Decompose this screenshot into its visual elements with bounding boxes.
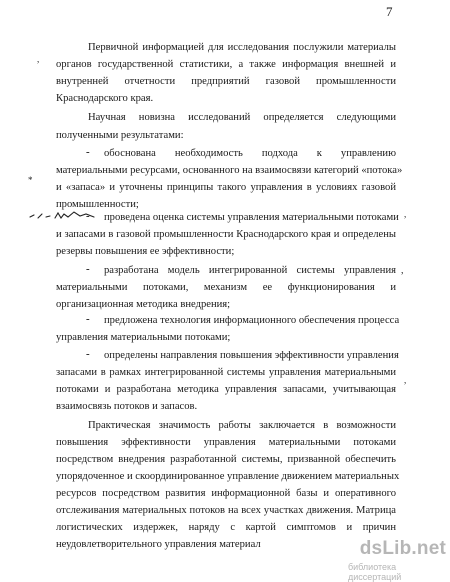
margin-mark: , <box>37 54 40 64</box>
list-item-line: управления материальными потоками; <box>56 332 231 343</box>
watermark-subtitle: библиотека диссертаций <box>348 562 402 582</box>
list-item-line: и запасами в газовой промышленности Краснодарского края и определены <box>56 229 396 240</box>
margin-mark: , <box>404 209 407 219</box>
list-item-line: запасами в рамках интегрированной системы управления материальными <box>56 367 396 378</box>
list-item-line: потоками и разработана методика управления запасами, учитывающая <box>56 384 396 395</box>
bullet-dash: - <box>86 263 90 275</box>
text-line: Первичной информацией для исследования послужили материалы <box>88 42 396 53</box>
bullet-dash: - <box>86 348 90 360</box>
text-line: логистических издержек, наряду с картой симптомов и причин <box>56 522 396 533</box>
text-line: посредством внедрения разработанной системы, призванной обеспечить <box>56 454 396 465</box>
list-item-line: взаимосвязь потоков и запасов. <box>56 401 198 412</box>
list-item-line: материальными ресурсами, основанного на взаимосвязи категорий «потока» <box>56 165 403 176</box>
bullet-dash: - <box>86 146 90 158</box>
list-item-line: проведена оценка системы управления материальными потоками <box>104 212 399 223</box>
text-line: неудовлетворительного управления материал <box>56 539 261 550</box>
text-line: полученными результатами: <box>56 130 184 141</box>
text-line: внутренней отчетности предприятий газовой промышленности <box>56 76 396 87</box>
list-item-line: обоснована необходимость подхода к управлению <box>104 148 396 159</box>
text-line: ресурсов посредством развития информационной базы и оперативного <box>56 488 396 499</box>
bullet-dash: - <box>86 210 90 222</box>
text-line: повышения эффективности управления материальными потоками <box>56 437 396 448</box>
margin-mark: , <box>404 375 407 385</box>
text-line: Научная новизна исследований определяется следующими <box>88 112 396 123</box>
list-item-line: предложена технология информационного обеспечения процесса <box>104 315 400 326</box>
list-item-line: и «запаса» и уточнены принципы такого управления в условиях газовой <box>56 182 396 193</box>
list-item-line: разработана модель интегрированной системы управления <box>104 265 396 276</box>
margin-mark: * <box>28 175 33 185</box>
watermark-brand: dsLib.net <box>359 538 446 559</box>
list-item-line: организационная методика внедрения; <box>56 299 231 310</box>
bullet-dash: - <box>86 313 90 325</box>
list-item-line: промышленности; <box>56 199 139 210</box>
margin-mark: , <box>401 265 404 276</box>
text-line: Краснодарского края. <box>56 93 154 104</box>
list-item-line: резервы повышения ее эффективности; <box>56 246 235 257</box>
text-line: Практическая значимость работы заключается в возможности <box>88 420 396 431</box>
list-item-line: материальными потоками, механизм ее функционирования и <box>56 282 396 293</box>
list-item-line: определены направления повышения эффективности управления <box>104 350 399 361</box>
page-number: 7 <box>386 4 393 19</box>
text-line: органов государственной статистики, а также информация внешней и <box>56 59 396 70</box>
text-line: отслеживания материальных потоков на всех участках движения. Матрица <box>56 505 396 516</box>
text-line: упорядоченное и скоординированное управление движением материальных <box>56 471 400 482</box>
watermark <box>348 538 448 582</box>
